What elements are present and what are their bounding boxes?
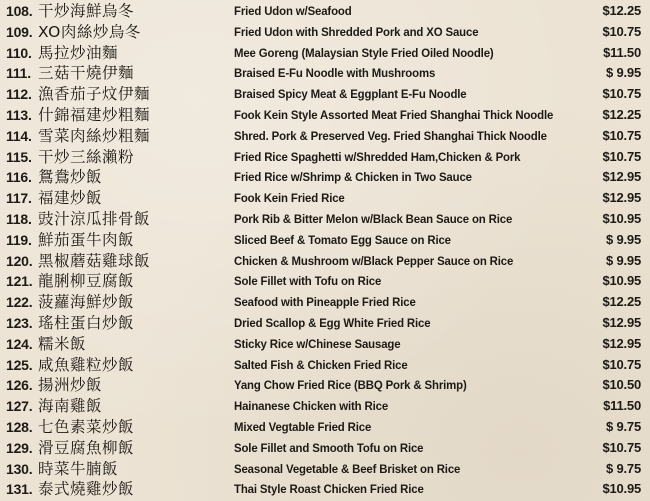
item-chinese-name: 鮮茄蛋牛肉飯 [38, 230, 135, 249]
item-number: 125. [6, 356, 33, 373]
menu-item [0, 271, 650, 292]
item-number: 114. [6, 127, 32, 144]
item-chinese-name: 海南雞飯 [38, 397, 103, 416]
item-price: $ 9.75 [606, 460, 641, 476]
item-chinese-name: 馬拉炒油麵 [38, 43, 119, 62]
item-price: $10.95 [602, 273, 641, 289]
item-english-name: Fook Kein Fried Rice [234, 191, 345, 206]
item-chinese-name: 黑椒蘑菇雞球飯 [38, 251, 151, 270]
item-chinese-name: 三菇干燒伊麵 [38, 64, 135, 83]
item-english-name: Seafood with Pineapple Fried Rice [234, 295, 416, 310]
item-price: $ 9.75 [606, 418, 641, 434]
item-price: $10.75 [602, 86, 641, 102]
menu-item [0, 126, 650, 147]
item-chinese-name: 菠蘿海鮮炒飯 [38, 293, 135, 312]
menu-item [0, 334, 650, 355]
item-price: $12.25 [602, 106, 641, 122]
item-number: 119. [6, 231, 32, 248]
item-price: $11.50 [603, 398, 641, 414]
item-number: 131. [6, 481, 33, 498]
menu-item [0, 105, 650, 126]
item-number: 117. [6, 190, 32, 207]
item-price: $10.75 [602, 23, 641, 39]
item-number: 121. [6, 273, 33, 290]
menu-item [0, 375, 650, 396]
item-number: 115. [6, 148, 32, 165]
item-number: 126. [6, 377, 33, 394]
item-english-name: Fried Rice w/Shrimp & Chicken in Two Sauce [234, 170, 472, 185]
item-number: 124. [6, 335, 33, 352]
item-number: 123. [6, 314, 33, 331]
item-price: $12.25 [602, 3, 641, 18]
item-number: 129. [6, 439, 33, 456]
item-number: 120. [6, 252, 33, 269]
item-english-name: Sliced Beef & Tomato Egg Sauce on Rice [234, 232, 451, 247]
menu-item [0, 22, 650, 43]
menu-item [0, 147, 650, 168]
menu-item [0, 230, 650, 251]
item-english-name: Chicken & Mushroom w/Black Pepper Sauce on Rice [234, 253, 514, 268]
item-chinese-name: 糯米飯 [38, 334, 87, 353]
item-english-name: Yang Chow Fried Rice (BBQ Pork & Shrimp) [234, 378, 467, 393]
item-chinese-name: 干炒海鮮烏冬 [38, 2, 135, 20]
item-english-name: Fried Udon w/Seafood [234, 4, 352, 18]
item-number: 111. [6, 65, 31, 82]
item-price: $10.75 [602, 439, 641, 455]
item-price: $12.95 [602, 169, 641, 185]
item-price: $ 9.95 [606, 65, 641, 81]
item-english-name: Hainanese Chicken with Rice [234, 399, 389, 414]
item-number: 112. [6, 86, 32, 103]
item-english-name: Mixed Vegtable Fried Rice [234, 419, 372, 434]
item-chinese-name: 時菜牛腩飯 [38, 459, 119, 478]
item-english-name: Pork Rib & Bitter Melon w/Black Bean Sauce on Rice [234, 211, 513, 226]
item-price: $10.50 [602, 377, 641, 393]
menu-item [0, 417, 650, 438]
menu-item [0, 396, 650, 417]
item-chinese-name: 鴛鴦炒飯 [38, 168, 103, 187]
item-chinese-name: 泰式燒雞炒飯 [38, 480, 135, 499]
menu-item [0, 43, 650, 64]
item-english-name: Seasonal Vegetable & Beef Brisket on Rice [234, 461, 461, 476]
item-english-name: Salted Fish & Chicken Fried Rice [234, 357, 408, 372]
item-chinese-name: 福建炒飯 [38, 189, 103, 208]
item-chinese-name: 咸魚雞粒炒飯 [38, 355, 135, 374]
item-number: 128. [6, 418, 33, 435]
item-chinese-name: 雪菜肉絲炒粗麵 [38, 126, 151, 145]
menu-item [0, 63, 650, 84]
menu-item [0, 479, 650, 500]
item-english-name: Braised E-Fu Noodle with Mushrooms [234, 66, 436, 81]
menu-item [0, 84, 650, 105]
menu-item [0, 438, 650, 459]
item-english-name: Sticky Rice w/Chinese Sausage [234, 336, 401, 351]
item-chinese-name: 揚洲炒飯 [38, 376, 103, 395]
item-chinese-name: 七色素菜炒飯 [38, 417, 135, 436]
item-chinese-name: 龍脷柳豆腐飯 [38, 272, 135, 291]
item-price: $12.25 [602, 294, 641, 310]
item-number: 110. [6, 44, 32, 61]
item-english-name: Sole Fillet and Smooth Tofu on Rice [234, 440, 424, 455]
item-number: 113. [6, 106, 32, 123]
item-english-name: Fook Kein Style Assorted Meat Fried Shanghai Thick Noodle [234, 107, 554, 122]
item-chinese-name: XO肉絲炒烏冬 [38, 22, 141, 41]
item-price: $11.50 [603, 44, 641, 60]
item-number: 122. [6, 294, 33, 311]
item-number: 118. [6, 210, 32, 227]
menu-item [0, 459, 650, 480]
item-chinese-name: 瑤柱蛋白炒飯 [38, 313, 135, 332]
item-price: $10.95 [602, 481, 641, 497]
item-price: $ 9.95 [606, 252, 641, 268]
item-price: $10.95 [602, 210, 641, 226]
item-price: $ 9.95 [606, 231, 641, 247]
item-price: $12.95 [602, 335, 641, 351]
menu-item [0, 188, 650, 209]
item-english-name: Fried Udon with Shredded Pork and XO Sauce [234, 24, 479, 39]
item-price: $10.75 [602, 148, 641, 164]
menu-item [0, 209, 650, 230]
item-number: 130. [6, 460, 33, 477]
item-english-name: Sole Fillet with Tofu on Rice [234, 274, 382, 289]
item-price: $10.75 [602, 356, 641, 372]
item-chinese-name: 滑豆腐魚柳飯 [38, 438, 135, 457]
item-chinese-name: 干炒三絲瀨粉 [38, 147, 135, 166]
item-english-name: Shred. Pork & Preserved Veg. Fried Shanghai Thick Noodle [234, 128, 547, 143]
item-number: 127. [6, 398, 33, 415]
item-chinese-name: 豉汁涼瓜排骨飯 [38, 209, 151, 228]
item-number: 108. [6, 3, 33, 19]
menu-item [0, 313, 650, 334]
menu-item [0, 355, 650, 376]
item-english-name: Thai Style Roast Chicken Fried Rice [234, 482, 424, 497]
menu-item [0, 292, 650, 313]
item-price: $12.95 [602, 314, 641, 330]
item-english-name: Fried Rice Spaghetti w/Shredded Ham,Chicken & Pork [234, 149, 521, 164]
menu-item [0, 251, 650, 272]
item-chinese-name: 漁香茄子炆伊麵 [38, 85, 151, 104]
item-number: 109. [6, 23, 33, 40]
menu-item [0, 1, 650, 22]
item-english-name: Dried Scallop & Egg White Fried Rice [234, 315, 431, 330]
item-english-name: Mee Goreng (Malaysian Style Fried Oiled Noodle) [234, 45, 494, 60]
menu-item [0, 167, 650, 188]
item-chinese-name: 什錦福建炒粗麵 [38, 105, 151, 124]
item-price: $10.75 [602, 127, 641, 143]
item-number: 116. [6, 169, 32, 186]
item-english-name: Braised Spicy Meat & Eggplant E-Fu Noodle [234, 87, 467, 102]
item-price: $12.95 [602, 190, 641, 206]
